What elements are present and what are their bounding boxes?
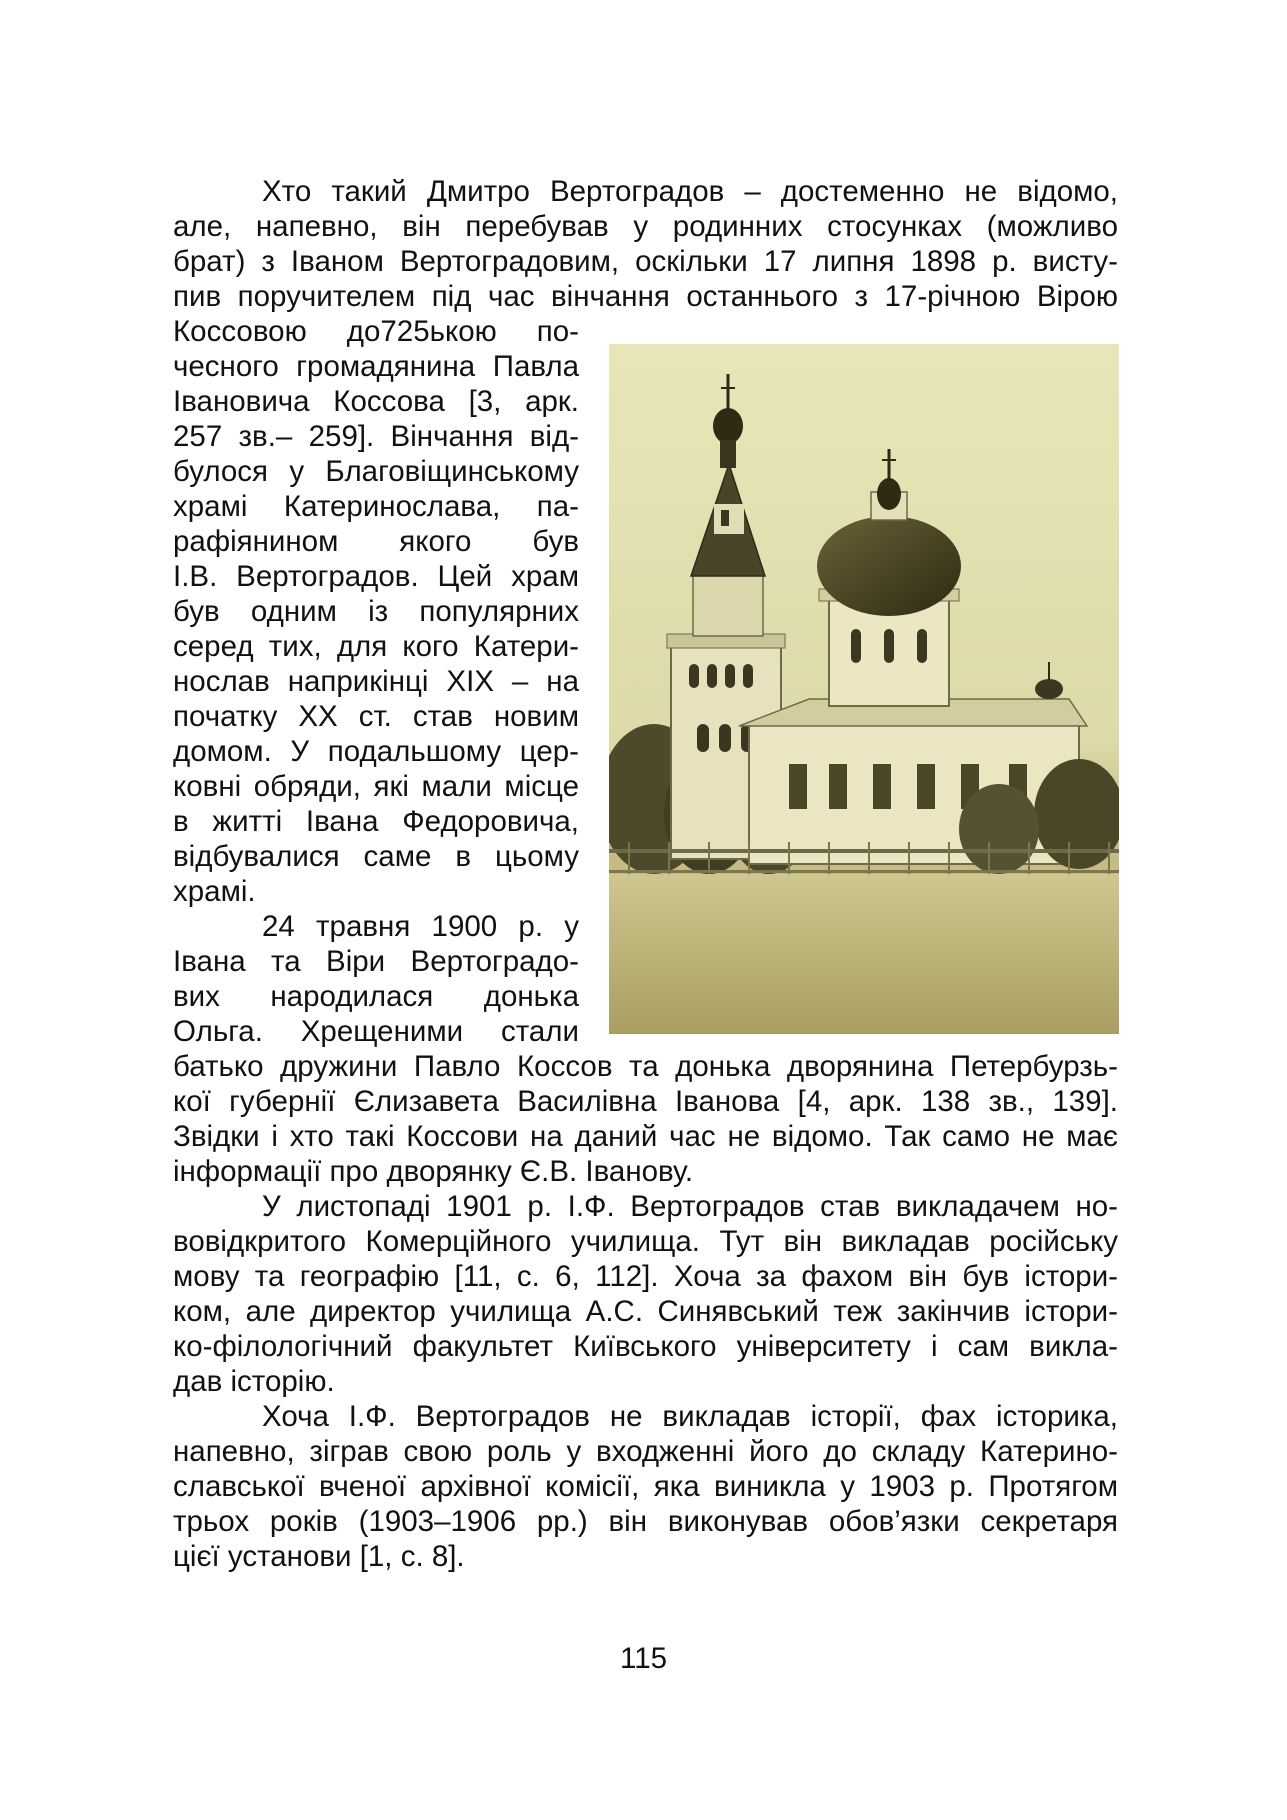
text-line: Івановича Коссова [3, арк. <box>173 385 579 418</box>
text-line: Хоча І.Ф. Вертоградов не викладав історії, фах історика, <box>262 1400 1118 1433</box>
text-line: був одним із популярних <box>173 595 579 628</box>
text-line: нослав наприкінці ХІХ – на <box>173 665 579 698</box>
text-line: храмі Катеринослава, па- <box>173 490 579 523</box>
text-line: вовідкритого Комерційного училища. Тут він викладав російську <box>173 1225 1118 1258</box>
text-line: рафіянином якого був <box>173 525 579 558</box>
text-line: трьох років (1903–1906 рр.) він виконував обов’язки секретаря <box>173 1505 1118 1538</box>
text-line: ковні обряди, які мали місце <box>173 770 579 803</box>
text-line: славської вченої архівної комісії, яка виникла у 1903 р. Протягом <box>173 1470 1118 1503</box>
text-line: ко-філологічний факультет Київського університету і сам викла- <box>173 1330 1118 1363</box>
text-line: брат) з Іваном Вертоградовим, оскільки 17 липня 1898 р. висту- <box>173 245 1118 278</box>
text-line: вих народилася донька <box>173 980 579 1013</box>
text-line: домом. У подальшому цер- <box>173 735 579 768</box>
text-line: Хто такий Дмитро Вертоградов – достеменно не відомо, <box>262 175 1118 208</box>
text-line: храмі. <box>173 875 256 908</box>
text-line: початку ХХ ст. став новим <box>173 700 579 733</box>
text-line: І.В. Вертоградов. Цей храм <box>173 560 579 593</box>
page-number: 115 <box>619 1642 668 1675</box>
text-line: дав історію. <box>173 1365 335 1398</box>
text-line: але, напевно, він перебував у родинних стосунках (можливо <box>173 210 1118 243</box>
text-line: пив поручителем під час вінчання останнього з 17-річною Вірою <box>173 280 1118 313</box>
text-line: 257 зв.– 259]. Вінчання від- <box>173 420 579 453</box>
text-line: інформації про дворянку Є.В. Іванову. <box>173 1155 694 1188</box>
text-line: напевно, зіграв свою роль у входженні його до складу Катерино- <box>173 1435 1118 1468</box>
text-line: булося у Благовіщинському <box>173 455 579 488</box>
text-line: в житті Івана Федоровича, <box>173 805 579 838</box>
text-line: цієї установи [1, с. 8]. <box>173 1540 465 1573</box>
text-line: чесного громадянина Павла <box>173 350 579 383</box>
text-line: Ольга. Хрещеними стали <box>173 1015 579 1048</box>
text-line: кої губернії Єлизавета Василівна Іванова [4, арк. 138 зв., 139]. <box>173 1085 1118 1118</box>
text-line: мову та географію [11, с. 6, 112]. Хоча за фахом він був істори- <box>173 1260 1118 1293</box>
text-line: Коссовою до725ькою по- <box>173 315 579 348</box>
text-line: Івана та Віри Вертоградо- <box>173 945 579 978</box>
text-line: 24 травня 1900 р. у <box>262 910 579 943</box>
text-line: У листопаді 1901 р. І.Ф. Вертоградов став викладачем но- <box>262 1190 1118 1223</box>
church-photo <box>609 344 1119 1034</box>
text-line: серед тих, для кого Катери- <box>173 630 579 663</box>
text-line: ком, але директор училища А.С. Синявський теж закінчив істори- <box>173 1295 1118 1328</box>
text-line: Звідки і хто такі Коссови на даний час не відомо. Так само не має <box>173 1120 1118 1153</box>
text-line: батько дружини Павло Коссов та донька дворянина Петербурзь- <box>173 1050 1118 1083</box>
text-line: відбувалися саме в цьому <box>173 840 579 873</box>
